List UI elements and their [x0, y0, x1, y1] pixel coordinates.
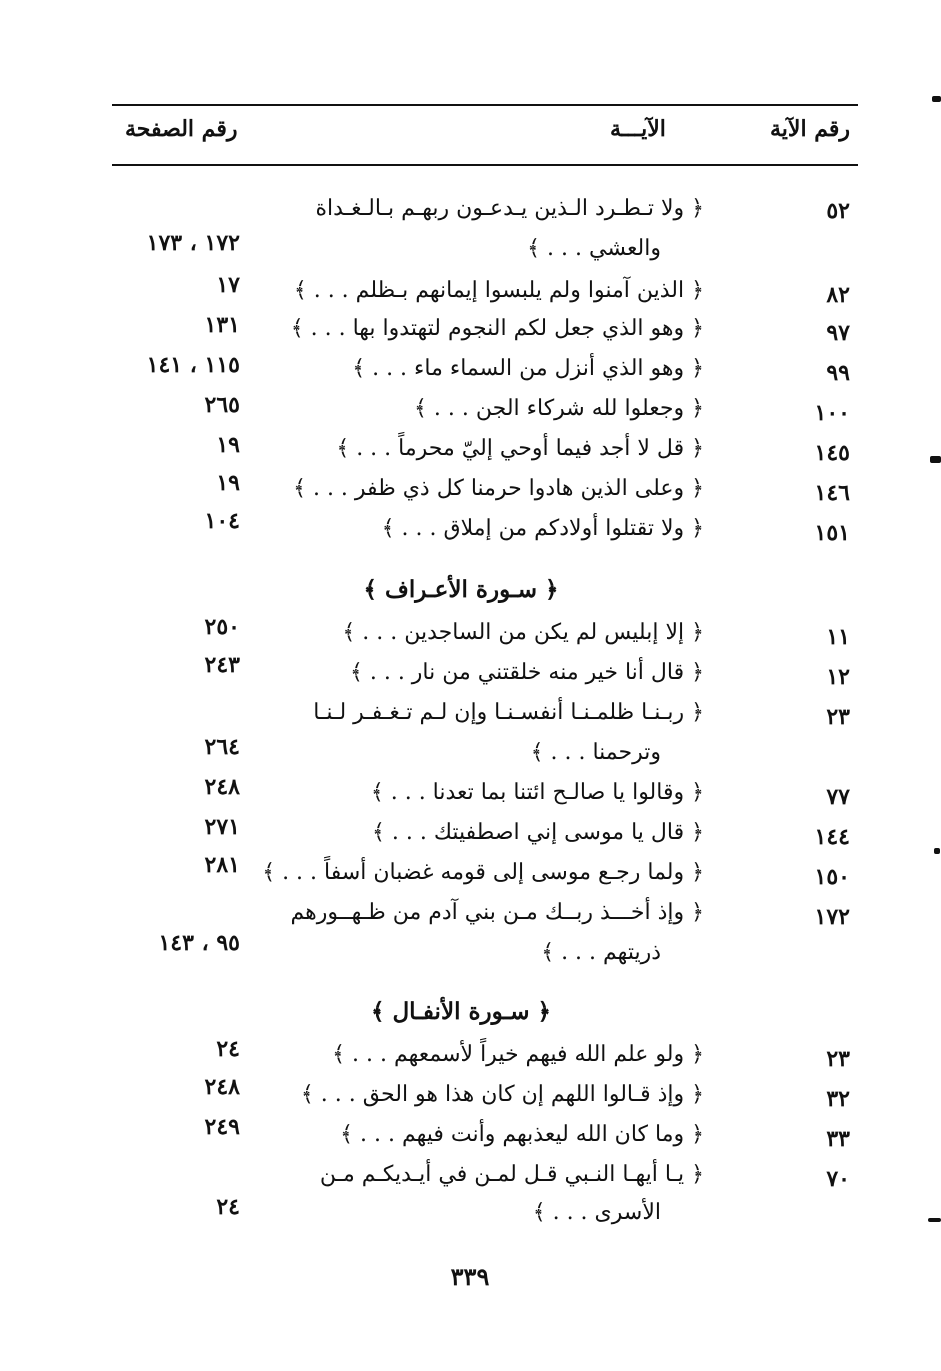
ayah-number: ٢٣	[826, 1046, 850, 1072]
page-reference: ٢٤٨	[204, 1074, 240, 1100]
ayah-number: ٧٠	[826, 1166, 850, 1192]
scan-edge-mark	[934, 848, 940, 854]
page-reference: ٢٤	[216, 1036, 240, 1062]
page-reference: ١٩	[216, 432, 240, 458]
page-reference: ١٣١	[204, 312, 240, 338]
page-reference: ٢٦٥	[204, 392, 240, 418]
ayah-text: ﴿ يـا أيهـا النـبي قـل لمـن في أيـديكـم مـن	[319, 1162, 704, 1187]
ayah-text: ﴿ إلا إبليس لم يكن من الساجدين . . . ﴾	[342, 620, 704, 645]
surah-heading: ﴿ سـورة الأعـراف ﴾	[363, 576, 559, 603]
ayah-number: ١٠٠	[814, 400, 850, 426]
header-page-number: رقم الصفحة	[125, 116, 238, 142]
ayah-number: ٥٢	[826, 198, 850, 224]
ayah-text: ﴿ ربـنـا ظلمـنـا أنفسـنـا وإن لـم تـغـفـر لـنـا	[313, 700, 704, 725]
ayah-text: ﴿ قال أنا خير منه خلقتني من نار . . . ﴾	[349, 660, 704, 685]
ayah-text: ﴿ وما كان الله ليعذبهم وأنت فيهم . . . ﴾	[340, 1122, 704, 1147]
ayah-text: ﴿ قل لا أجد فيما أوحي إليّ محرماً . . . ﴾	[336, 436, 704, 461]
surah-heading: ﴿ سـورة الأنفـال ﴾	[370, 998, 552, 1025]
page-reference: ٢٤	[216, 1194, 240, 1220]
ayah-text: ﴿ وقالوا يا صالـح ائتنا بما تعدنا . . . ﴾	[370, 780, 704, 805]
ayah-text: ﴿ وإذ قـالوا اللهم إن كان هذا هو الحق . . . ﴾	[300, 1082, 704, 1107]
page-reference: ٢٥٠	[204, 614, 240, 640]
ayah-number: ٧٧	[826, 784, 850, 810]
ayah-number: ٩٧	[826, 320, 850, 346]
ayah-text: ﴿ ولما رجـع موسى إلى قومه غضبان أسفاً . . . ﴾	[262, 860, 704, 885]
header-bottom-rule	[112, 164, 858, 166]
page-reference: ٩٥ ، ١٤٣	[158, 930, 240, 956]
ayah-number: ٢٣	[826, 704, 850, 730]
ayah-number: ١٤٦	[814, 480, 850, 506]
ayah-text: ﴿ ولا تـطـرد الـذين يـدعـون ربهـم بـالـغـداة	[315, 196, 704, 221]
page-number: ٣٣٩	[450, 1262, 490, 1291]
page-reference: ١١٥ ، ١٤١	[146, 352, 240, 378]
ayah-text: ﴿ وجعلوا لله شركاء الجن . . . ﴾	[414, 396, 704, 421]
ayah-number: ٣٢	[826, 1086, 850, 1112]
ayah-number: ١٤٤	[814, 824, 850, 850]
scan-edge-mark	[930, 456, 941, 463]
scan-edge-mark	[932, 96, 941, 102]
page-reference: ١٩	[216, 470, 240, 496]
ayah-number: ١٧٢	[814, 904, 850, 930]
ayah-text-continued: وترحمنا . . . ﴾	[530, 740, 661, 765]
ayah-number: ٩٩	[826, 360, 850, 386]
ayah-number: ١٤٥	[814, 440, 850, 466]
page-reference: ٢٤٣	[204, 652, 240, 678]
ayah-text-continued: ذريتهم . . . ﴾	[541, 940, 661, 965]
ayah-text: ﴿ وهو الذي جعل لكم النجوم لتهتدوا بها . . . ﴾	[290, 316, 704, 341]
ayah-text: ﴿ ولا تقتلوا أولادكم من إملاق . . . ﴾	[381, 516, 704, 541]
ayah-number: ١٥٠	[814, 864, 850, 890]
header-ayah: الآيـــة	[610, 116, 666, 142]
header-top-rule	[112, 104, 858, 106]
ayah-text: ﴿ وعلى الذين هادوا حرمنا كل ذي ظفر . . . ﴾	[293, 476, 704, 501]
ayah-text: ﴿ وإذ أخـــذ ربــك مـن بني آدم من ظـهــورهم	[290, 900, 704, 925]
page-reference: ٢٨١	[204, 852, 240, 878]
ayah-text: ﴿ قال يا موسى إني اصطفيتك . . . ﴾	[371, 820, 704, 845]
page-reference: ٢٦٤	[204, 734, 240, 760]
scan-edge-mark	[928, 1218, 941, 1222]
ayah-number: ١٥١	[814, 520, 850, 546]
ayah-text: ﴿ الذين آمنوا ولم يلبسوا إيمانهم بـظلم . . . ﴾	[293, 278, 704, 303]
page-reference: ١٧٢ ، ١٧٣	[146, 230, 240, 256]
ayah-text: ﴿ وهو الذي أنزل من السماء ماء . . . ﴾	[352, 356, 704, 381]
ayah-text-continued: والعشي . . . ﴾	[527, 236, 661, 261]
page-reference: ١٠٤	[204, 508, 240, 534]
ayah-text-continued: الأسرى . . . ﴾	[532, 1200, 661, 1225]
ayah-number: ٨٢	[826, 282, 850, 308]
ayah-number: ١١	[826, 624, 850, 650]
page-reference: ٢٤٩	[204, 1114, 240, 1140]
header-ayah-number: رقم الآية	[770, 116, 851, 142]
ayah-number: ٣٣	[826, 1126, 850, 1152]
page-reference: ٢٤٨	[204, 774, 240, 800]
ayah-text: ﴿ ولو علم الله فيهم خيراً لأسمعهم . . . ﴾	[332, 1042, 704, 1067]
ayah-number: ١٢	[826, 664, 850, 690]
page-reference: ٢٧١	[204, 814, 240, 840]
page-reference: ١٧	[216, 272, 240, 298]
